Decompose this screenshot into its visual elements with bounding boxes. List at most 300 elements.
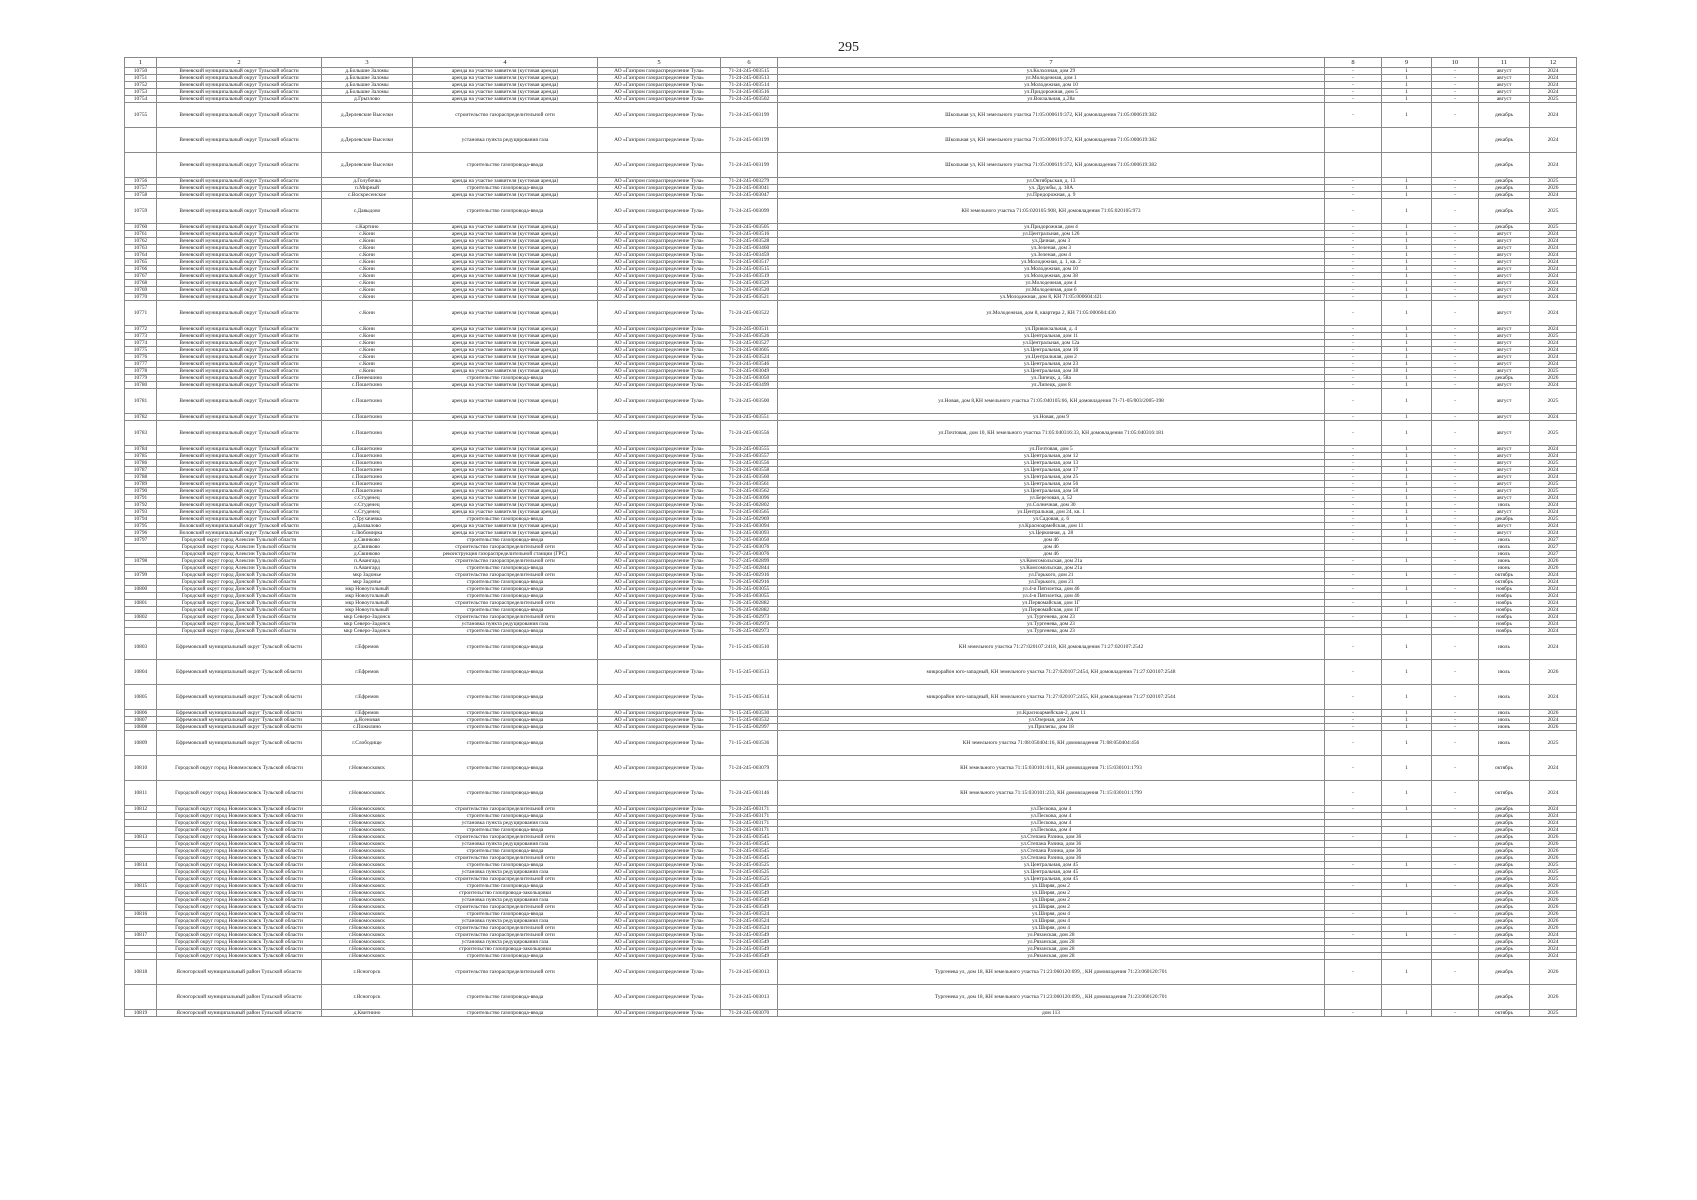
row-number-cell: 10788 <box>125 474 157 481</box>
year-cell: 2024 <box>1530 414 1577 421</box>
district-cell: Веневский муниципальный округ Тульской области <box>157 516 322 523</box>
row-number-cell <box>125 565 157 572</box>
col-10-cell <box>1432 565 1479 572</box>
col-10-cell: - <box>1432 333 1479 340</box>
organization-cell: АО «Газпром газораспределение Тула» <box>598 502 721 509</box>
col-10-cell: - <box>1432 495 1479 502</box>
col-9-cell <box>1382 841 1432 848</box>
locality-cell: с.Кони <box>322 245 413 252</box>
locality-cell: п.Авангард <box>322 558 413 565</box>
year-cell: 2024 <box>1530 717 1577 724</box>
activity-cell: аренда на участке заявителя (кустовая аренда) <box>413 287 598 294</box>
row-number-cell <box>125 939 157 946</box>
year-cell: 2024 <box>1530 347 1577 354</box>
activity-cell: строительство газораспределительной сети <box>413 960 598 985</box>
row-number-cell <box>125 904 157 911</box>
district-cell: Веневский муниципальный округ Тульской области <box>157 245 322 252</box>
registration-number-cell: 71-26-245-002973 <box>721 621 778 628</box>
row-number-cell: 10756 <box>125 178 157 185</box>
year-cell: 2024 <box>1530 635 1577 660</box>
col-8-cell: - <box>1325 287 1382 294</box>
col-8-cell: - <box>1325 68 1382 75</box>
locality-cell: с.Пошеткино <box>322 460 413 467</box>
address-cell: ул.Комсомольская, дом 21а <box>778 558 1325 565</box>
col-8-cell <box>1325 925 1382 932</box>
month-cell: декабрь <box>1479 848 1530 855</box>
organization-cell: АО «Газпром газораспределение Тула» <box>598 593 721 600</box>
col-10-cell: - <box>1432 1010 1479 1017</box>
month-cell: август <box>1479 266 1530 273</box>
organization-cell: АО «Газпром газораспределение Тула» <box>598 607 721 614</box>
district-cell: Веневский муниципальный округ Тульской области <box>157 361 322 368</box>
organization-cell: АО «Газпром газораспределение Тула» <box>598 537 721 544</box>
locality-cell: с.Пошеткино <box>322 467 413 474</box>
col-10-cell <box>1432 918 1479 925</box>
col-10-cell: - <box>1432 523 1479 530</box>
table-row <box>125 883 1577 890</box>
month-cell: июнь <box>1479 565 1530 572</box>
row-number-cell: 10800 <box>125 586 157 593</box>
col-10-cell: - <box>1432 368 1479 375</box>
activity-cell: установка пункта редуцирования газа <box>413 918 598 925</box>
district-cell: Ефремовский муниципальный округ Тульской области <box>157 635 322 660</box>
row-number-cell: 10805 <box>125 685 157 710</box>
col-9-cell: 1 <box>1382 717 1432 724</box>
locality-cell: п.Мирный <box>322 185 413 192</box>
organization-cell: АО «Газпром газораспределение Тула» <box>598 474 721 481</box>
row-number-cell: 10755 <box>125 103 157 128</box>
row-number-cell: 10814 <box>125 862 157 869</box>
organization-cell: АО «Газпром газораспределение Тула» <box>598 446 721 453</box>
registration-number-cell: 71-24-245-003524 <box>721 925 778 932</box>
district-cell: Воловский муниципальный округ Тульской области <box>157 530 322 537</box>
col-8-cell: - <box>1325 1010 1382 1017</box>
locality-cell: г.Новомосковск <box>322 781 413 806</box>
locality-cell: с.Кони <box>322 368 413 375</box>
address-cell: ул.Пескова, дом 4 <box>778 827 1325 834</box>
locality-cell: г.Ефремов <box>322 685 413 710</box>
table-row <box>125 925 1577 932</box>
column-header: 7 <box>778 58 1325 68</box>
activity-cell: строительство газопровода-ввода <box>413 1010 598 1017</box>
district-cell: Городской округ город Алексин Тульской области <box>157 565 322 572</box>
col-10-cell: - <box>1432 660 1479 685</box>
registration-number-cell: 71-24-245-003556 <box>721 460 778 467</box>
organization-cell: АО «Газпром газораспределение Тула» <box>598 301 721 326</box>
col-10-cell: - <box>1432 192 1479 199</box>
locality-cell: с.Кони <box>322 238 413 245</box>
organization-cell: АО «Газпром газораспределение Тула» <box>598 245 721 252</box>
address-cell: ул.Церковная, д. 28 <box>778 530 1325 537</box>
district-cell: Ясногорский муниципальный район Тульской области <box>157 1010 322 1017</box>
address-cell: дом 46 <box>778 551 1325 558</box>
col-10-cell <box>1432 544 1479 551</box>
year-cell: 2024 <box>1530 340 1577 347</box>
month-cell: ноябрь <box>1479 621 1530 628</box>
activity-cell: строительство газопровода-ввода <box>413 199 598 224</box>
address-cell: ул.Степана Разина, дом 36 <box>778 855 1325 862</box>
col-8-cell: - <box>1325 414 1382 421</box>
registration-number-cell: 71-24-245-002802 <box>721 502 778 509</box>
organization-cell: АО «Газпром газораспределение Тула» <box>598 806 721 813</box>
col-10-cell: - <box>1432 474 1479 481</box>
col-10-cell: - <box>1432 488 1479 495</box>
activity-cell: строительство газопровода-ввода <box>413 953 598 960</box>
table-row <box>125 421 1577 446</box>
activity-cell: установка пункта редуцирования газа <box>413 869 598 876</box>
district-cell: Ефремовский муниципальный округ Тульской области <box>157 724 322 731</box>
activity-cell: строительство газораспределительной сети <box>413 904 598 911</box>
col-8-cell <box>1325 848 1382 855</box>
col-8-cell <box>1325 890 1382 897</box>
registration-number-cell: 71-24-245-003520 <box>721 287 778 294</box>
year-cell: 2024 <box>1530 361 1577 368</box>
month-cell: декабрь <box>1479 932 1530 939</box>
row-number-cell <box>125 876 157 883</box>
col-8-cell <box>1325 841 1382 848</box>
col-9-cell <box>1382 946 1432 953</box>
year-cell: 2026 <box>1530 985 1577 1010</box>
registration-number-cell: 71-24-245-003013 <box>721 960 778 985</box>
activity-cell: установка пункта редуцирования газа <box>413 820 598 827</box>
registration-number-cell: 71-24-245-003516 <box>721 231 778 238</box>
address-cell: ул.Центральная, дом 24, кв. 1 <box>778 509 1325 516</box>
row-number-cell: 10795 <box>125 523 157 530</box>
table-row <box>125 890 1577 897</box>
locality-cell: с.Пожилино <box>322 724 413 731</box>
table-row <box>125 558 1577 565</box>
table-row <box>125 340 1577 347</box>
activity-cell: строительство газораспределительной сети <box>413 925 598 932</box>
address-cell: ул.Дачная, дом 3 <box>778 238 1325 245</box>
district-cell: Городской округ город Новомосковск Тульской области <box>157 932 322 939</box>
registration-number-cell: 71-24-245-003171 <box>721 827 778 834</box>
activity-cell: строительство газопровода-ввода <box>413 628 598 635</box>
month-cell: декабрь <box>1479 224 1530 231</box>
registration-number-cell: 71-24-245-003070 <box>721 1010 778 1017</box>
col-9-cell: 1 <box>1382 238 1432 245</box>
activity-cell: строительство газопровода-закольцовки <box>413 946 598 953</box>
organization-cell: АО «Газпром газораспределение Тула» <box>598 834 721 841</box>
locality-cell: г.Ефремов <box>322 710 413 717</box>
month-cell: август <box>1479 245 1530 252</box>
registration-number-cell: 71-24-245-003524 <box>721 354 778 361</box>
table-row <box>125 224 1577 231</box>
col-10-cell: - <box>1432 731 1479 756</box>
registration-number-cell: 71-24-245-003561 <box>721 481 778 488</box>
organization-cell: АО «Газпром газораспределение Тула» <box>598 75 721 82</box>
col-10-cell <box>1432 607 1479 614</box>
registration-number-cell: 71-27-245-003050 <box>721 537 778 544</box>
table-row <box>125 273 1577 280</box>
col-10-cell: - <box>1432 96 1479 103</box>
registration-number-cell: 71-26-245-002916 <box>721 579 778 586</box>
col-10-cell: - <box>1432 421 1479 446</box>
table-row <box>125 460 1577 467</box>
row-number-cell <box>125 869 157 876</box>
col-10-cell <box>1432 593 1479 600</box>
table-row <box>125 185 1577 192</box>
locality-cell: г.Ефремов <box>322 660 413 685</box>
table-row <box>125 199 1577 224</box>
table-row <box>125 953 1577 960</box>
district-cell: Городской округ город Новомосковск Тульской области <box>157 953 322 960</box>
col-10-cell: - <box>1432 259 1479 266</box>
row-number-cell: 10785 <box>125 453 157 460</box>
organization-cell: АО «Газпром газораспределение Тула» <box>598 414 721 421</box>
address-cell: ул.Рязанская, дом 28 <box>778 946 1325 953</box>
table-row <box>125 238 1577 245</box>
registration-number-cell: 71-24-245-003460 <box>721 245 778 252</box>
address-cell: ул.Прилепы, дом 18 <box>778 724 1325 731</box>
col-9-cell: 1 <box>1382 68 1432 75</box>
organization-cell: АО «Газпром газораспределение Тула» <box>598 347 721 354</box>
col-8-cell: - <box>1325 806 1382 813</box>
col-8-cell: - <box>1325 756 1382 781</box>
locality-cell: мкр Северо-Задонск <box>322 628 413 635</box>
locality-cell: д.Свинково <box>322 537 413 544</box>
year-cell: 2024 <box>1530 607 1577 614</box>
month-cell: декабрь <box>1479 876 1530 883</box>
table-row <box>125 192 1577 199</box>
col-8-cell: - <box>1325 502 1382 509</box>
district-cell: Веневский муниципальный округ Тульской области <box>157 326 322 333</box>
locality-cell: с.Кони <box>322 333 413 340</box>
col-8-cell <box>1325 855 1382 862</box>
table-row <box>125 467 1577 474</box>
row-number-cell: 10753 <box>125 89 157 96</box>
address-cell: дом 113 <box>778 1010 1325 1017</box>
col-8-cell: - <box>1325 481 1382 488</box>
registration-number-cell: 71-24-245-003093 <box>721 530 778 537</box>
month-cell: декабрь <box>1479 939 1530 946</box>
row-number-cell: 10770 <box>125 294 157 301</box>
district-cell: Веневский муниципальный округ Тульской области <box>157 502 322 509</box>
district-cell: Веневский муниципальный округ Тульской области <box>157 103 322 128</box>
locality-cell: с.Пошеткино <box>322 421 413 446</box>
activity-cell: аренда на участке заявителя (кустовая аренда) <box>413 89 598 96</box>
organization-cell: АО «Газпром газораспределение Тула» <box>598 68 721 75</box>
locality-cell: с.Давыдово <box>322 199 413 224</box>
year-cell: 2024 <box>1530 579 1577 586</box>
year-cell: 2025 <box>1530 862 1577 869</box>
district-cell: Веневский муниципальный округ Тульской области <box>157 153 322 178</box>
organization-cell: АО «Газпром газораспределение Тула» <box>598 509 721 516</box>
activity-cell: установка пункта редуцирования газа <box>413 939 598 946</box>
year-cell: 2024 <box>1530 75 1577 82</box>
col-8-cell: - <box>1325 530 1382 537</box>
district-cell: Ефремовский муниципальный округ Тульской области <box>157 731 322 756</box>
row-number-cell: 10802 <box>125 614 157 621</box>
col-10-cell: - <box>1432 806 1479 813</box>
col-8-cell: - <box>1325 199 1382 224</box>
col-8-cell: - <box>1325 389 1382 414</box>
district-cell: Городской округ город Новомосковск Тульской области <box>157 939 322 946</box>
table-row <box>125 813 1577 820</box>
locality-cell: с.Кони <box>322 301 413 326</box>
district-cell: Веневский муниципальный округ Тульской области <box>157 421 322 446</box>
column-header: 9 <box>1382 58 1432 68</box>
registration-number-cell: 71-26-245-002973 <box>721 614 778 621</box>
year-cell: 2026 <box>1530 911 1577 918</box>
col-10-cell: - <box>1432 347 1479 354</box>
registration-number-cell: 71-24-245-003545 <box>721 834 778 841</box>
district-cell: Веневский муниципальный округ Тульской области <box>157 287 322 294</box>
activity-cell: строительство газопровода-ввода <box>413 607 598 614</box>
registration-number-cell: 71-24-245-003513 <box>721 75 778 82</box>
activity-cell: строительство газопровода-закольцовки <box>413 890 598 897</box>
address-cell: ул.Тургенева, дом 23 <box>778 621 1325 628</box>
registration-number-cell: 71-24-245-003605 <box>721 347 778 354</box>
address-cell: ул. Дружбы, д. 18А <box>778 185 1325 192</box>
district-cell: Городской округ город Новомосковск Тульской области <box>157 876 322 883</box>
year-cell: 2024 <box>1530 820 1577 827</box>
district-cell: Ефремовский муниципальный округ Тульской области <box>157 717 322 724</box>
row-number-cell: 10766 <box>125 266 157 273</box>
district-cell: Веневский муниципальный округ Тульской области <box>157 185 322 192</box>
address-cell: ул.Центральная, дом 16 <box>778 347 1325 354</box>
year-cell: 2025 <box>1530 224 1577 231</box>
address-cell: ул.Почтовая, дом 5 <box>778 446 1325 453</box>
col-8-cell: - <box>1325 523 1382 530</box>
col-10-cell: - <box>1432 460 1479 467</box>
registration-number-cell: 71-24-245-003549 <box>721 904 778 911</box>
row-number-cell: 10767 <box>125 273 157 280</box>
table-row <box>125 82 1577 89</box>
address-cell: ул.Центральная, дом 45 <box>778 876 1325 883</box>
activity-cell: строительство газораспределительной сети <box>413 932 598 939</box>
address-cell: ул.Новая, дом 9 <box>778 414 1325 421</box>
month-cell: ноябрь <box>1479 607 1530 614</box>
locality-cell: с.Пенеешино <box>322 375 413 382</box>
col-10-cell: - <box>1432 89 1479 96</box>
col-10-cell: - <box>1432 231 1479 238</box>
col-10-cell: - <box>1432 481 1479 488</box>
row-number-cell <box>125 855 157 862</box>
locality-cell: с.Кони <box>322 354 413 361</box>
year-cell: 2024 <box>1530 453 1577 460</box>
col-10-cell <box>1432 869 1479 876</box>
address-cell: ул.Вокзальная, д.28а <box>778 96 1325 103</box>
col-9-cell: 1 <box>1382 185 1432 192</box>
col-8-cell: - <box>1325 724 1382 731</box>
row-number-cell <box>125 607 157 614</box>
address-cell: ул.Тургенева, дом 23 <box>778 614 1325 621</box>
district-cell: Городской округ город Донской Тульской области <box>157 579 322 586</box>
registration-number-cell: 71-27-245-002899 <box>721 558 778 565</box>
organization-cell: АО «Газпром газораспределение Тула» <box>598 488 721 495</box>
month-cell: август <box>1479 495 1530 502</box>
col-9-cell: 1 <box>1382 361 1432 368</box>
organization-cell: АО «Газпром газораспределение Тула» <box>598 953 721 960</box>
column-header: 8 <box>1325 58 1382 68</box>
year-cell: 2026 <box>1530 960 1577 985</box>
organization-cell: АО «Газпром газораспределение Тула» <box>598 827 721 834</box>
address-cell: ул.Почтовая, дом 10, КН земельного участка 71:05:040316:33, КН домовладения 71:05:040316:181 <box>778 421 1325 446</box>
organization-cell: АО «Газпром газораспределение Тула» <box>598 890 721 897</box>
row-number-cell: 10798 <box>125 558 157 565</box>
table-row <box>125 89 1577 96</box>
district-cell: Городской округ город Новомосковск Тульской области <box>157 897 322 904</box>
locality-cell: мкр Задонье <box>322 579 413 586</box>
table-row <box>125 537 1577 544</box>
activity-cell: строительство газопровода-ввода <box>413 781 598 806</box>
month-cell: июль <box>1479 551 1530 558</box>
organization-cell: АО «Газпром газораспределение Тула» <box>598 192 721 199</box>
year-cell: 2024 <box>1530 523 1577 530</box>
district-cell: Веневский муниципальный округ Тульской области <box>157 82 322 89</box>
table-row <box>125 389 1577 414</box>
row-number-cell <box>125 628 157 635</box>
locality-cell: с.Кони <box>322 280 413 287</box>
col-9-cell: 1 <box>1382 724 1432 731</box>
col-10-cell: - <box>1432 614 1479 621</box>
locality-cell: с.Кони <box>322 340 413 347</box>
row-number-cell: 10791 <box>125 495 157 502</box>
col-9-cell: 1 <box>1382 368 1432 375</box>
month-cell: август <box>1479 481 1530 488</box>
table-row <box>125 245 1577 252</box>
col-8-cell <box>1325 904 1382 911</box>
month-cell: август <box>1479 333 1530 340</box>
activity-cell: строительство газопровода-ввода <box>413 185 598 192</box>
locality-cell: г.Новомосковск <box>322 869 413 876</box>
col-8-cell <box>1325 593 1382 600</box>
district-cell: Веневский муниципальный округ Тульской области <box>157 89 322 96</box>
table-row <box>125 361 1577 368</box>
col-9-cell <box>1382 813 1432 820</box>
table-row <box>125 259 1577 266</box>
col-9-cell: 1 <box>1382 960 1432 985</box>
month-cell: декабрь <box>1479 925 1530 932</box>
address-cell: ул.Горького, дом 21 <box>778 579 1325 586</box>
col-10-cell: - <box>1432 354 1479 361</box>
organization-cell: АО «Газпром газораспределение Тула» <box>598 1010 721 1017</box>
locality-cell: с.Кони <box>322 231 413 238</box>
activity-cell: строительство газопровода-ввода <box>413 756 598 781</box>
col-8-cell: - <box>1325 280 1382 287</box>
organization-cell: АО «Газпром газораспределение Тула» <box>598 756 721 781</box>
district-cell: Веневский муниципальный округ Тульской области <box>157 75 322 82</box>
registration-number-cell: 71-24-245-003528 <box>721 238 778 245</box>
registration-number-cell: 71-15-245-003536 <box>721 731 778 756</box>
year-cell: 2024 <box>1530 827 1577 834</box>
district-cell: Городской округ город Новомосковск Тульской области <box>157 904 322 911</box>
year-cell: 2024 <box>1530 593 1577 600</box>
col-10-cell <box>1432 579 1479 586</box>
table-row <box>125 781 1577 806</box>
col-10-cell: - <box>1432 862 1479 869</box>
col-9-cell <box>1382 904 1432 911</box>
row-number-cell <box>125 925 157 932</box>
organization-cell: АО «Газпром газораспределение Тула» <box>598 224 721 231</box>
table-row <box>125 731 1577 756</box>
registration-number-cell: 71-15-245-003530 <box>721 710 778 717</box>
activity-cell: аренда на участке заявителя (кустовая аренда) <box>413 252 598 259</box>
col-8-cell: - <box>1325 717 1382 724</box>
col-9-cell: 1 <box>1382 82 1432 89</box>
table-row <box>125 252 1577 259</box>
col-9-cell: 1 <box>1382 224 1432 231</box>
organization-cell: АО «Газпром газораспределение Тула» <box>598 985 721 1010</box>
organization-cell: АО «Газпром газораспределение Тула» <box>598 178 721 185</box>
col-9-cell: 1 <box>1382 231 1432 238</box>
col-9-cell: 1 <box>1382 347 1432 354</box>
activity-cell: строительство газопровода-ввода <box>413 375 598 382</box>
col-8-cell: - <box>1325 911 1382 918</box>
address-cell: КН земельного участка 71:27:020107:2418, КН домовладения 71:27:020107:2542 <box>778 635 1325 660</box>
col-10-cell: - <box>1432 301 1479 326</box>
